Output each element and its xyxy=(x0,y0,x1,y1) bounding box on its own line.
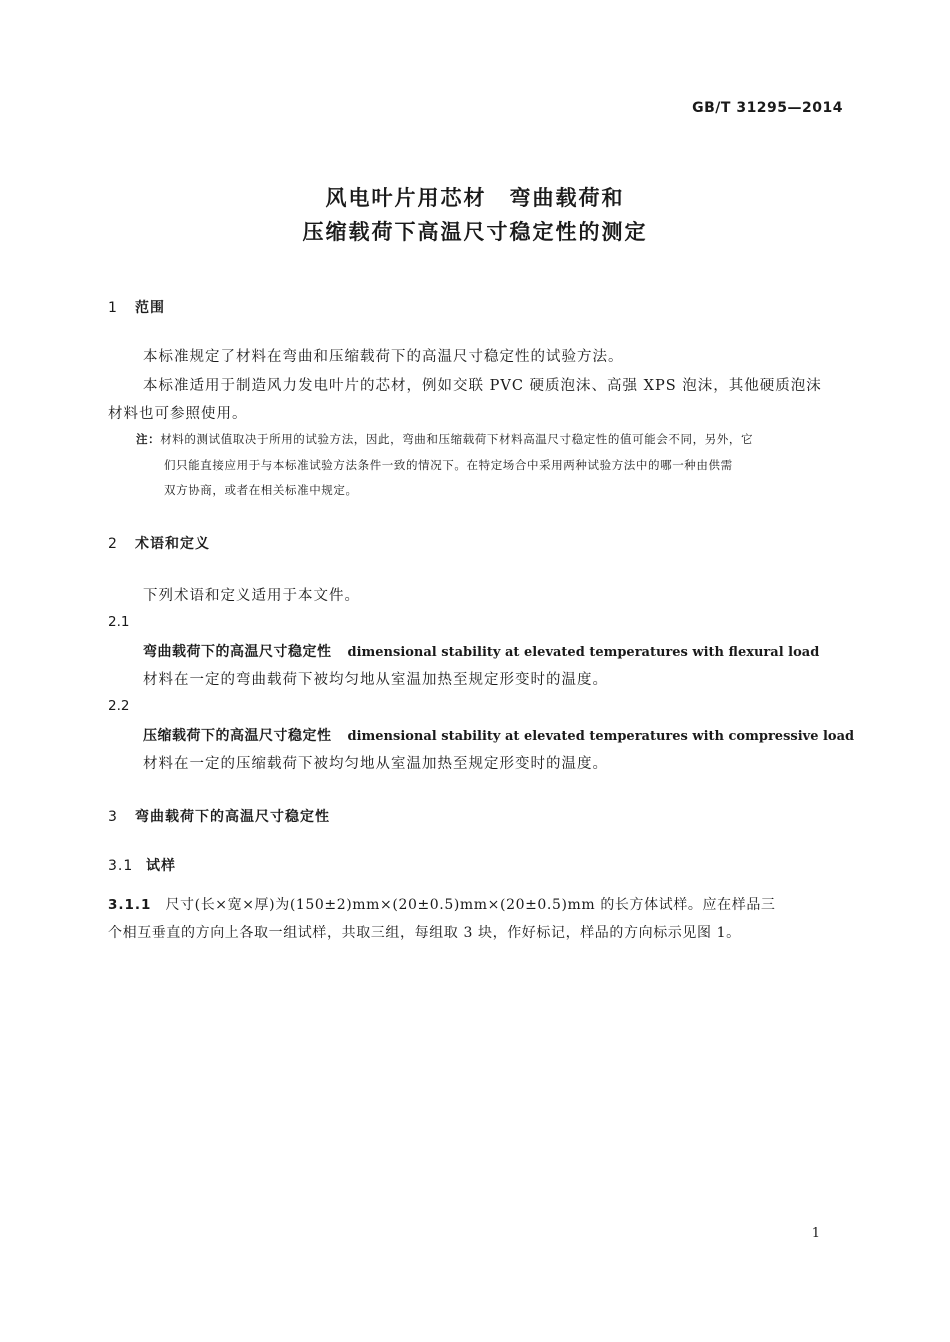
document-title-line1: 风电叶片用芯材 弯曲载荷和 xyxy=(325,186,625,210)
document-title-line2: 压缩载荷下高温尺寸稳定性的测定 xyxy=(302,220,648,244)
section-3-heading xyxy=(108,806,330,826)
term-2-1-zh: 弯曲载荷下的高温尺寸稳定性 xyxy=(143,644,332,660)
section-2-number: 2 xyxy=(108,536,118,552)
section-2-title: 术语和定义 xyxy=(135,536,210,552)
clause-3-1-1-line2: 个相互垂直的方向上各取一组试样，共取三组，每组取 3 块，作好标记，样品的方向标示见图 1。 xyxy=(108,925,741,941)
term-2-1-en: dimensional stability at elevated temperatures with flexural load xyxy=(347,645,820,660)
clause-3-1-1-text-line1: 尺寸(长×宽×厚)为(150±2)mm×(20±0.5)mm×(20±0.5)mm 的长方体试样。应在样品三 xyxy=(165,897,776,913)
section-1-number: 1 xyxy=(108,300,118,316)
section-1-note-line2: 们只能直接应用于与本标准试验方法条件一致的情况下。在特定场合中采用两种试验方法中的哪一种由供需 xyxy=(164,458,733,472)
section-2-intro: 下列术语和定义适用于本文件。 xyxy=(143,588,360,604)
section-3-1-title: 试样 xyxy=(146,858,176,874)
section-3-1-number: 3.1 xyxy=(108,858,134,874)
section-1-note-line1 xyxy=(136,431,753,447)
term-2-1-definition: 材料在一定的弯曲载荷下被均匀地从室温加热至规定形变时的温度。 xyxy=(143,672,608,688)
section-1-heading xyxy=(108,297,165,317)
section-3-number: 3 xyxy=(108,809,118,825)
term-2-2-en: dimensional stability at elevated temperatures with compressive load xyxy=(347,729,855,744)
term-2-2 xyxy=(143,725,854,745)
standard-code: GB/T 31295—2014 xyxy=(692,100,843,116)
term-2-2-definition: 材料在一定的压缩载荷下被均匀地从室温加热至规定形变时的温度。 xyxy=(143,756,608,772)
clause-3-1-1-number: 3.1.1 xyxy=(108,897,152,913)
section-1-para1: 本标准规定了材料在弯曲和压缩载荷下的高温尺寸稳定性的试验方法。 xyxy=(143,349,624,365)
section-3-1-heading xyxy=(108,855,176,875)
section-2-heading xyxy=(108,533,210,553)
note-label: 注： xyxy=(136,432,161,446)
term-2-2-number: 2.2 xyxy=(108,698,130,714)
section-1-para2-line1: 本标准适用于制造风力发电叶片的芯材，例如交联 PVC 硬质泡沫、高强 XPS 泡沫，其他硬质泡沫 xyxy=(143,378,822,394)
section-1-title: 范围 xyxy=(135,300,165,316)
term-2-1 xyxy=(143,641,819,661)
section-1-note-line3: 双方协商，或者在相关标准中规定。 xyxy=(164,483,358,497)
section-3-title: 弯曲载荷下的高温尺寸稳定性 xyxy=(135,809,330,825)
clause-3-1-1-line1 xyxy=(108,894,776,914)
page-number: 1 xyxy=(811,1226,820,1241)
term-2-1-number: 2.1 xyxy=(108,614,130,630)
section-1-para2-line2: 材料也可参照使用。 xyxy=(108,406,248,422)
term-2-2-zh: 压缩载荷下的高温尺寸稳定性 xyxy=(143,728,332,744)
note-text-line1: 材料的测试值取决于所用的试验方法，因此，弯曲和压缩载荷下材料高温尺寸稳定性的值可能会不同，另外，它 xyxy=(160,432,754,446)
